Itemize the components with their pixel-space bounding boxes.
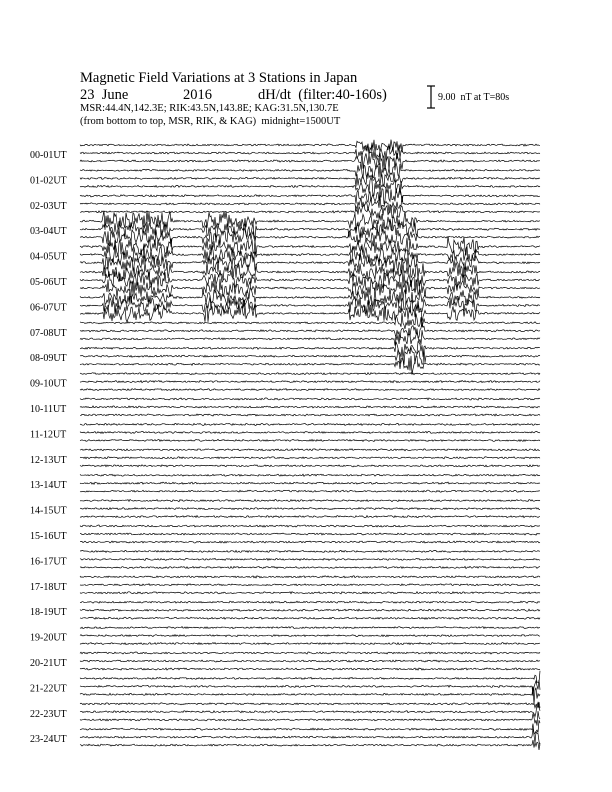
station-trace — [80, 686, 540, 704]
scale-label: 9.00 nT at T=80s — [438, 92, 510, 103]
station-trace — [80, 474, 540, 476]
hour-label: 05-06UT — [30, 277, 67, 288]
station-trace — [80, 398, 540, 400]
station-trace — [80, 668, 540, 670]
hour-label: 19-20UT — [30, 632, 67, 644]
station-trace — [80, 449, 540, 451]
station-trace — [80, 592, 540, 594]
station-trace — [80, 152, 540, 171]
order-note: (from bottom to top, MSR, RIK, & KAG) midnight=1500UT — [80, 116, 341, 127]
station-trace — [80, 162, 540, 179]
hour-label: 02-03UT — [30, 200, 67, 212]
station-trace — [80, 288, 540, 307]
station-trace — [80, 381, 540, 383]
station-trace — [80, 144, 540, 162]
station-trace — [80, 457, 540, 459]
year-label: 2016 — [183, 87, 212, 103]
station-trace — [80, 729, 540, 746]
station-trace — [80, 550, 540, 552]
hour-label: 13-14UT — [30, 480, 67, 492]
station-trace — [80, 188, 540, 204]
station-trace — [80, 584, 540, 586]
station-trace — [80, 356, 540, 375]
scale-bar — [427, 86, 435, 108]
station-trace — [80, 533, 540, 535]
hour-label: 21-22UT — [30, 683, 67, 695]
station-trace — [80, 652, 540, 654]
station-trace — [80, 330, 540, 345]
hour-label: 14-15UT — [30, 505, 67, 517]
station-trace — [80, 703, 540, 711]
station-trace — [80, 303, 540, 322]
station-trace — [80, 373, 540, 375]
hour-label: 20-21UT — [30, 658, 67, 669]
station-trace — [80, 541, 540, 543]
station-trace — [80, 431, 540, 433]
station-trace — [80, 414, 540, 416]
station-trace — [80, 660, 540, 662]
station-trace — [80, 236, 540, 255]
hour-label: 08-09UT — [30, 353, 67, 365]
station-trace — [80, 347, 540, 365]
station-trace — [80, 500, 540, 502]
hour-label: 18-19UT — [30, 607, 67, 619]
hour-label: 15-16UT — [30, 531, 67, 542]
hour-label: 12-13UT — [30, 454, 67, 466]
date-label: 23 June — [80, 87, 129, 103]
hour-label: 09-10UT — [30, 378, 67, 390]
station-trace — [80, 490, 540, 492]
station-trace — [80, 740, 540, 750]
station-trace — [80, 177, 540, 196]
station-trace — [80, 711, 540, 725]
station-trace — [80, 439, 540, 441]
station-trace — [80, 406, 540, 408]
station-trace — [80, 423, 540, 425]
hour-label: 10-11UT — [30, 404, 67, 415]
hour-label: 16-17UT — [30, 556, 67, 568]
hour-label: 04-05UT — [30, 251, 67, 263]
hour-label: 00-01UT — [30, 150, 67, 161]
station-trace — [80, 220, 540, 239]
quantity-label: dH/dt (filter:40-160s) — [258, 87, 387, 103]
station-trace — [80, 671, 540, 683]
station-trace — [80, 508, 540, 510]
hour-label: 23-24UT — [30, 734, 67, 746]
station-trace — [80, 609, 540, 611]
station-trace — [80, 601, 540, 603]
station-trace — [80, 211, 540, 232]
station-trace — [80, 172, 540, 187]
station-trace — [80, 720, 540, 734]
hour-label: 22-23UT — [30, 708, 67, 720]
hour-label: 07-08UT — [30, 327, 67, 339]
station-trace — [80, 195, 540, 213]
station-trace — [80, 525, 540, 527]
chart-title: Magnetic Field Variations at 3 Stations in Japan — [80, 70, 358, 86]
hour-label: 17-18UT — [30, 581, 67, 593]
hour-label: 03-04UT — [30, 226, 67, 238]
station-trace — [80, 627, 540, 629]
station-trace — [80, 635, 540, 637]
station-trace — [80, 278, 540, 298]
station-trace — [80, 576, 540, 578]
station-trace — [80, 516, 540, 518]
station-trace — [80, 389, 540, 391]
station-trace — [80, 482, 540, 484]
hour-label: 06-07UT — [30, 302, 67, 314]
station-trace — [80, 321, 540, 340]
station-trace — [80, 643, 540, 645]
station-trace — [80, 566, 540, 568]
hour-label: 11-12UT — [30, 429, 67, 441]
hour-label: 01-02UT — [30, 175, 67, 187]
station-trace — [80, 617, 540, 619]
station-trace — [80, 465, 540, 467]
station-trace — [80, 558, 540, 560]
stations-label: MSR:44.4N,142.3E; RIK:43.5N,143.8E; KAG:31.5N,130.7E — [80, 103, 339, 114]
